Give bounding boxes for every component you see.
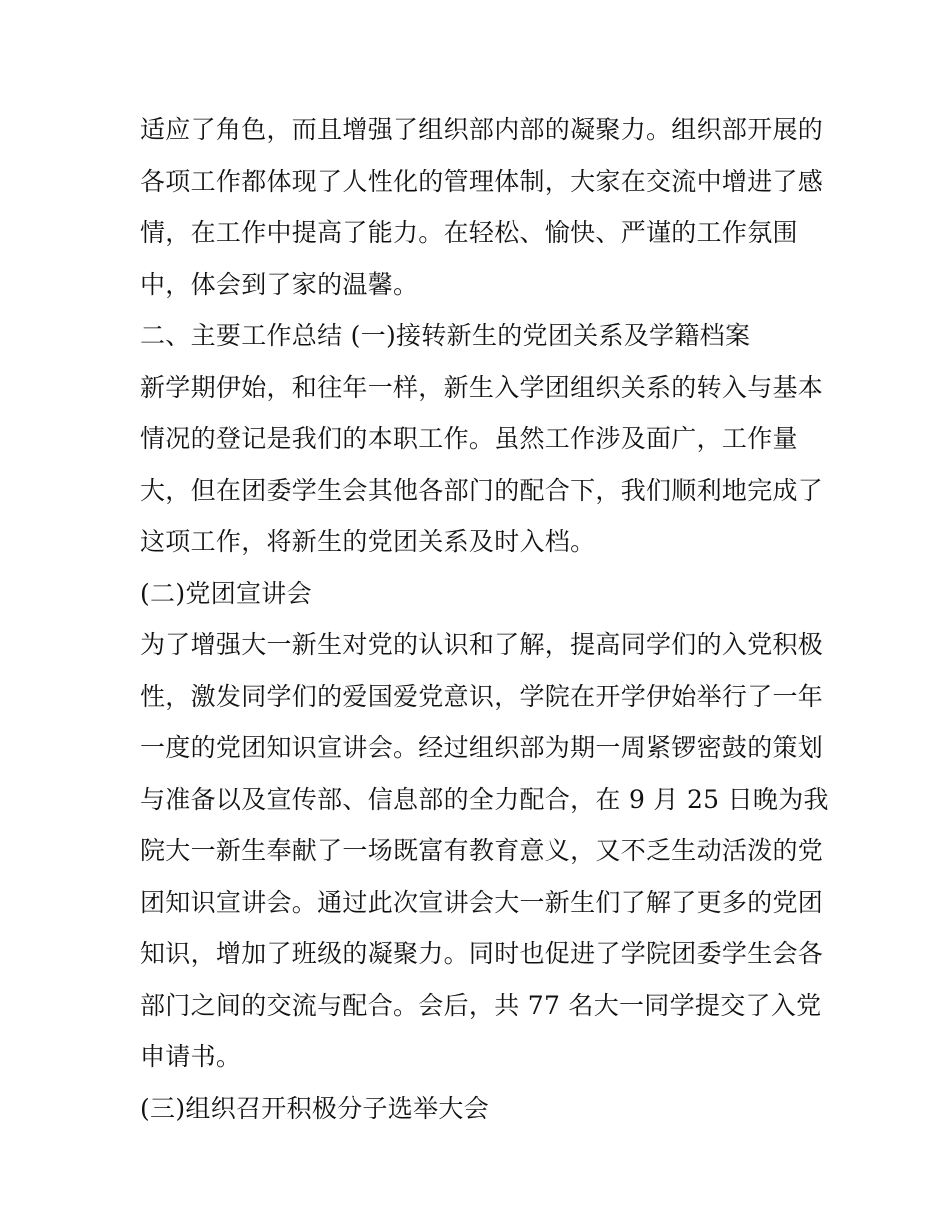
text-line: 适应了角色，而且增强了组织部内部的凝聚力。组织部开展的 bbox=[140, 115, 824, 144]
section-heading: 二、主要工作总结 (一)接转新生的党团关系及学籍档案 bbox=[140, 321, 751, 350]
text-line: 与准备以及宣传部、信息部的全力配合，在 9 月 25 日晚为我 bbox=[140, 784, 829, 814]
text-line: 性，激发同学们的爱国爱党意识，学院在开学伊始举行了一年 bbox=[140, 681, 824, 711]
subsection-heading: (三)组织召开积极分子选举大会 bbox=[140, 1093, 490, 1123]
text-line: 情，在工作中提高了能力。在轻松、愉快、严谨的工作氛围 bbox=[140, 218, 798, 247]
text-line: 申请书。 bbox=[140, 1042, 242, 1071]
text-line: 中，体会到了家的温馨。 bbox=[140, 269, 419, 299]
document-body bbox=[140, 104, 829, 1134]
text-line: 新学期伊始，和往年一样，新生入学团组织关系的转入与基本 bbox=[140, 372, 824, 402]
text-line: 知识，增加了班级的凝聚力。同时也促进了学院团委学生会各 bbox=[140, 939, 824, 968]
text-line: 情况的登记是我们的本职工作。虽然工作涉及面广，工作量 bbox=[140, 424, 798, 453]
text-line: 大，但在团委学生会其他各部门的配合下，我们顺利地完成了 bbox=[140, 475, 824, 505]
text-line: 院大一新生奉献了一场既富有教育意义，又不乏生动活泼的党 bbox=[140, 836, 824, 865]
text-line: 一度的党团知识宣讲会。经过组织部为期一周紧锣密鼓的策划 bbox=[140, 733, 824, 762]
text-line: 团知识宣讲会。通过此次宣讲会大一新生们了解了更多的党团 bbox=[140, 887, 824, 917]
text-line: 各项工作都体现了人性化的管理体制，大家在交流中增进了感 bbox=[140, 166, 824, 196]
text-line: 部门之间的交流与配合。会后，共 77 名大一同学提交了入党 bbox=[140, 990, 822, 1020]
subsection-heading: (二)党团宣讲会 bbox=[140, 578, 312, 608]
text-line: 为了增强大一新生对党的认识和了解，提高同学们的入党积极 bbox=[140, 630, 824, 659]
text-line: 这项工作，将新生的党团关系及时入档。 bbox=[140, 527, 596, 556]
